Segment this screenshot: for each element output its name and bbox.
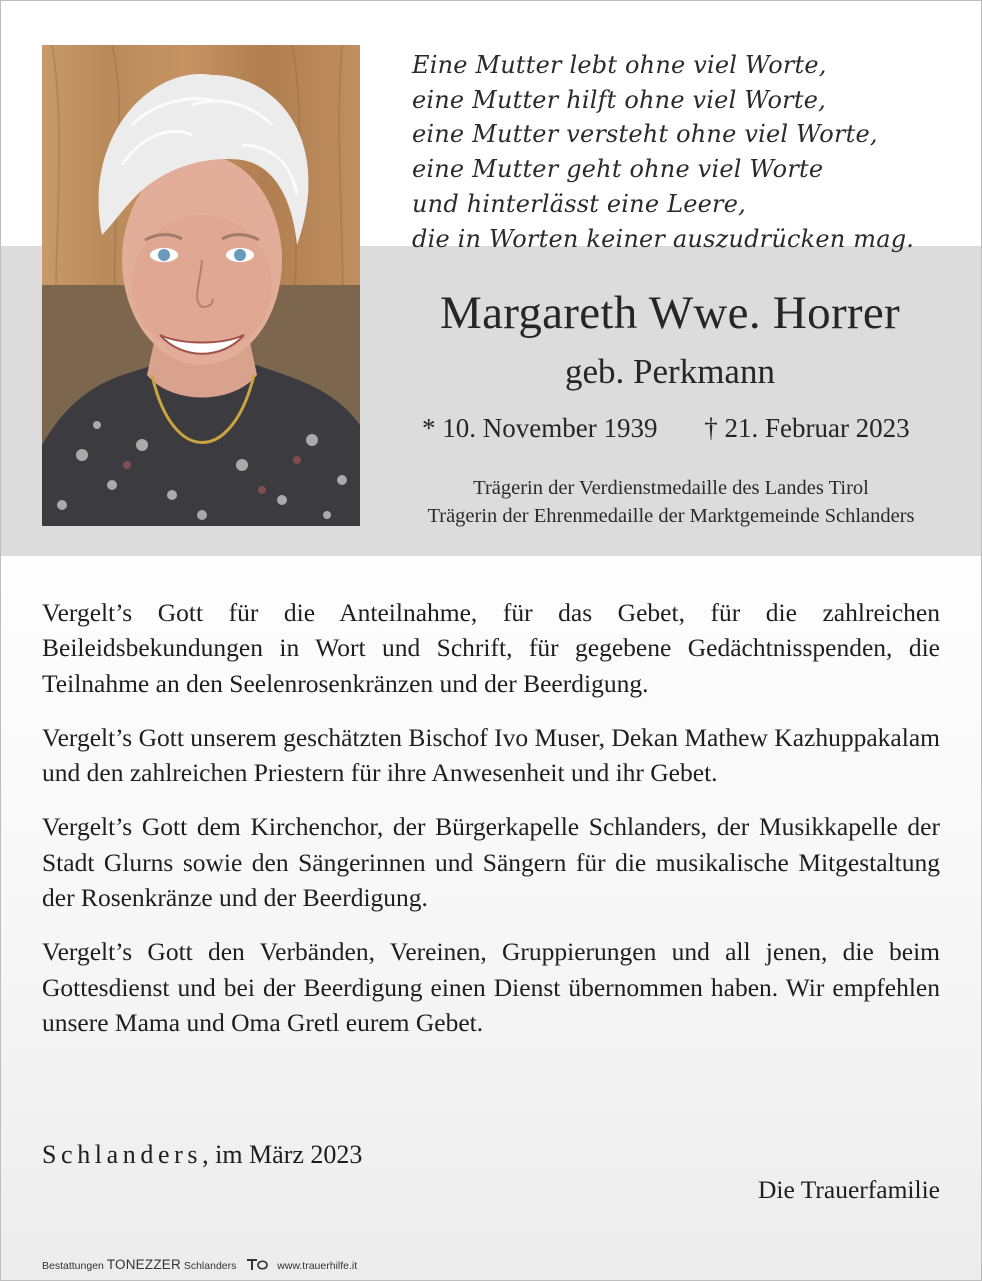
poem-line: Eine Mutter lebt ohne viel Worte, [412, 51, 827, 79]
poem-line: eine Mutter versteht ohne viel Worte, [412, 120, 878, 149]
footer [42, 1257, 357, 1275]
deceased-name: Margareth Wwe. Horrer [439, 287, 900, 339]
footer-location: Schlanders [183, 1260, 237, 1272]
honor-line: Trägerin der Ehrenmedaille der Marktgemeinde Schlanders [427, 505, 915, 527]
death-date: † 21. Februar 2023 [704, 413, 910, 443]
poem-line: eine Mutter geht ohne viel Worte [412, 155, 824, 184]
life-dates [422, 413, 910, 444]
birth-name: geb. Perkmann [565, 352, 775, 391]
undertaker-logo-icon [245, 1258, 269, 1275]
poem [412, 48, 932, 256]
closing-date: , im März 2023 [202, 1140, 363, 1169]
thanks-paragraph: Vergelt’s Gott den Verbänden, Vereinen, Gruppierungen und all jenen, die beim Gottesdienst und bei der Beerdigung einen Dienst übernommen haben. Wir empfehlen unsere Mama und Oma Gretl eurem Gebet. [42, 937, 940, 1037]
birth-date: * 10. November 1939 [422, 413, 658, 443]
poem-line: eine Mutter hilft ohne viel Worte, [412, 85, 826, 114]
poem-line: die in Worten keiner auszudrücken mag. [412, 224, 915, 253]
thanks-paragraph: Vergelt’s Gott dem Kirchenchor, der Bürgerkapelle Schlanders, der Musikkapelle der Stadt Glurns sowie den Sängerinnen und Sängern für die musikalische Mitgestaltung der Rosenkränze und der Beerdigung. [42, 812, 940, 913]
thanks-paragraph: Vergelt’s Gott unserem geschätzten Bischof Ivo Muser, Dekan Mathew Kazhuppakalam und den zahlreichen Priestern für ihre Anwesenheit und ihr Gebet. [42, 722, 940, 788]
footer-brand: TONEZZER [106, 1257, 181, 1272]
town: Schlanders [42, 1140, 203, 1169]
portrait-photo [42, 45, 360, 526]
thanks-text [42, 595, 940, 1059]
footer-prefix: Bestattungen [42, 1260, 104, 1272]
signature: Die Trauerfamilie [758, 1175, 940, 1204]
honor-line: Trägerin der Verdienstmedaille des Landes Tirol [473, 477, 869, 499]
thanks-paragraph: Vergelt’s Gott für die Anteilnahme, für das Gebet, für die zahlreichen Beileidsbekundungen in Wort und Schrift, für gegebene Gedächtnisspenden, die Teilnahme an den Seelenrosenkränzen und der Beerdigung. [42, 598, 940, 698]
poem-line: und hinterlässt eine Leere, [412, 189, 746, 218]
footer-website[interactable]: www.trauerhilfe.it [277, 1260, 358, 1272]
place-date [42, 1140, 362, 1170]
honors [380, 474, 962, 530]
